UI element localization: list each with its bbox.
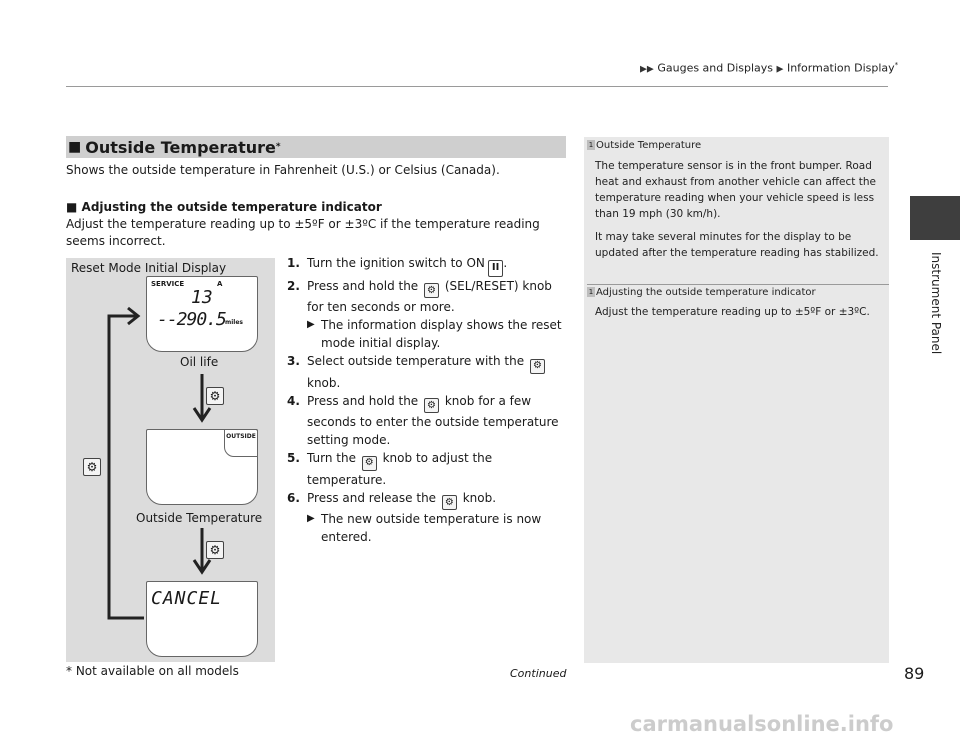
cancel-text: CANCEL: [151, 588, 223, 609]
step-number: 4.: [287, 393, 300, 408]
knob-icon: ⚙: [206, 387, 224, 405]
step-6: [287, 489, 572, 511]
breadcrumb: [640, 61, 898, 75]
ignition-on-icon: II: [488, 260, 503, 277]
sel-reset-knob-icon: ⚙: [362, 456, 377, 471]
step-list: [287, 254, 572, 546]
outside-tag: OUTSIDE: [224, 429, 258, 457]
step-text-end: (SEL/RESET) knob for ten seconds or more.: [307, 278, 552, 314]
step-4: [287, 392, 572, 450]
breadcrumb-page: Information Display: [786, 61, 895, 75]
step-number: 2.: [287, 278, 300, 293]
note-1-title: Outside Temperature: [596, 140, 702, 151]
sel-reset-knob-icon: ⚙: [442, 495, 457, 510]
step-text: Press and hold the: [307, 393, 419, 408]
knob-icon: ⚙: [83, 458, 101, 476]
step-number: 5.: [287, 451, 300, 465]
step-number: 6.: [287, 490, 300, 505]
note-2-heading: [587, 287, 816, 298]
step-3: [287, 352, 572, 392]
note-divider: [587, 284, 889, 285]
step-text: Turn the: [307, 451, 356, 465]
step-text-end: knob for a few seconds to enter the outside temperature setting mode.: [307, 393, 559, 447]
result-arrow-icon: ▶: [307, 319, 315, 330]
step-text: Turn the ignition switch to ON: [307, 256, 485, 270]
note-1-heading: [587, 140, 701, 151]
subheading-marker: ■: [66, 200, 78, 214]
outside-temperature-label: Outside Temperature: [136, 511, 263, 525]
miles-value: --290.5: [157, 309, 226, 330]
note-2-body: Adjust the temperature reading up to ±5ºF or ±3ºC.: [595, 306, 870, 318]
chapter-tab: [910, 196, 960, 240]
oil-life-label: Oil life: [180, 355, 219, 369]
chapter-label: Instrument Panel: [929, 252, 943, 355]
step-text-end: knob.: [462, 490, 497, 505]
footnote: * Not available on all models: [66, 664, 239, 678]
step-6-result: [287, 510, 572, 546]
section-heading: [66, 136, 566, 158]
display-outside-temperature: [146, 429, 258, 505]
reset-mode-diagram: [66, 258, 275, 662]
header-rule: [66, 86, 888, 87]
breadcrumb-arrow: ▶▶: [640, 64, 654, 75]
step-5: [287, 449, 572, 489]
sel-reset-knob-icon: ⚙: [530, 359, 545, 374]
result-arrow-icon: ▶: [307, 513, 315, 524]
subheading: [66, 199, 566, 216]
result-text: The new outside temperature is now entered.: [321, 512, 542, 544]
breadcrumb-arrow-2: ▶: [776, 64, 784, 75]
section-star: *: [275, 142, 281, 152]
note-marker: 1: [588, 288, 594, 296]
step-text-end: knob to adjust the temperature.: [307, 451, 493, 487]
watermark: carmanualsonline.info: [630, 712, 894, 736]
oil-life-value: 13: [191, 287, 213, 308]
step-number: 3.: [287, 354, 300, 368]
service-code: A: [217, 280, 223, 288]
service-label: SERVICE: [151, 280, 185, 288]
intro-text: Shows the outside temperature in Fahrenheit (U.S.) or Celsius (Canada).: [66, 163, 500, 177]
sel-reset-knob-icon: ⚙: [424, 398, 439, 413]
step-1: [287, 254, 572, 277]
step-2-result: [287, 316, 572, 352]
step-text-end: knob.: [307, 375, 341, 390]
step-text: Press and hold the: [307, 278, 419, 293]
subheading-text: Adjusting the outside temperature indicator: [81, 200, 382, 214]
knob-icon: ⚙: [206, 541, 224, 559]
step-2: [287, 277, 572, 317]
breadcrumb-section: Gauges and Displays: [657, 61, 774, 75]
note-1-paragraph-1: The temperature sensor is in the front bumper. Road heat and exhaust from another vehicle can affect the temperature reading when your vehicle speed is less than 19 mph (30 km/h).: [595, 160, 876, 220]
sel-reset-knob-icon: ⚙: [424, 283, 439, 298]
note-1-body: [595, 158, 883, 268]
step-text-end: .: [503, 256, 508, 270]
diagram-title: Reset Mode Initial Display: [71, 261, 227, 275]
section-title: Outside Temperature: [85, 137, 276, 157]
section-marker: ■: [68, 139, 82, 155]
adjust-text: Adjust the temperature reading up to ±5ºF or ±3ºC if the temperature reading seems incorrect.: [66, 217, 540, 248]
loop-arrow-line: [109, 316, 144, 618]
step-text: Press and release the: [307, 490, 437, 505]
miles-unit: miles: [225, 319, 244, 326]
result-text: The information display shows the reset mode initial display.: [321, 318, 562, 350]
step-number: 1.: [287, 256, 300, 270]
note-1-paragraph-2: It may take several minutes for the display to be updated after the temperature reading has stabilized.: [595, 231, 879, 259]
display-cancel: [146, 581, 258, 657]
note-marker: 1: [588, 141, 594, 149]
notes-sidebar: [584, 137, 889, 663]
display-reset-mode: [146, 276, 258, 352]
continued-label: Continued: [510, 667, 567, 680]
page-number: 89: [904, 664, 925, 683]
breadcrumb-star: *: [894, 61, 899, 69]
note-2-title: Adjusting the outside temperature indicator: [596, 287, 816, 298]
step-text: Select outside temperature with the: [307, 354, 525, 368]
